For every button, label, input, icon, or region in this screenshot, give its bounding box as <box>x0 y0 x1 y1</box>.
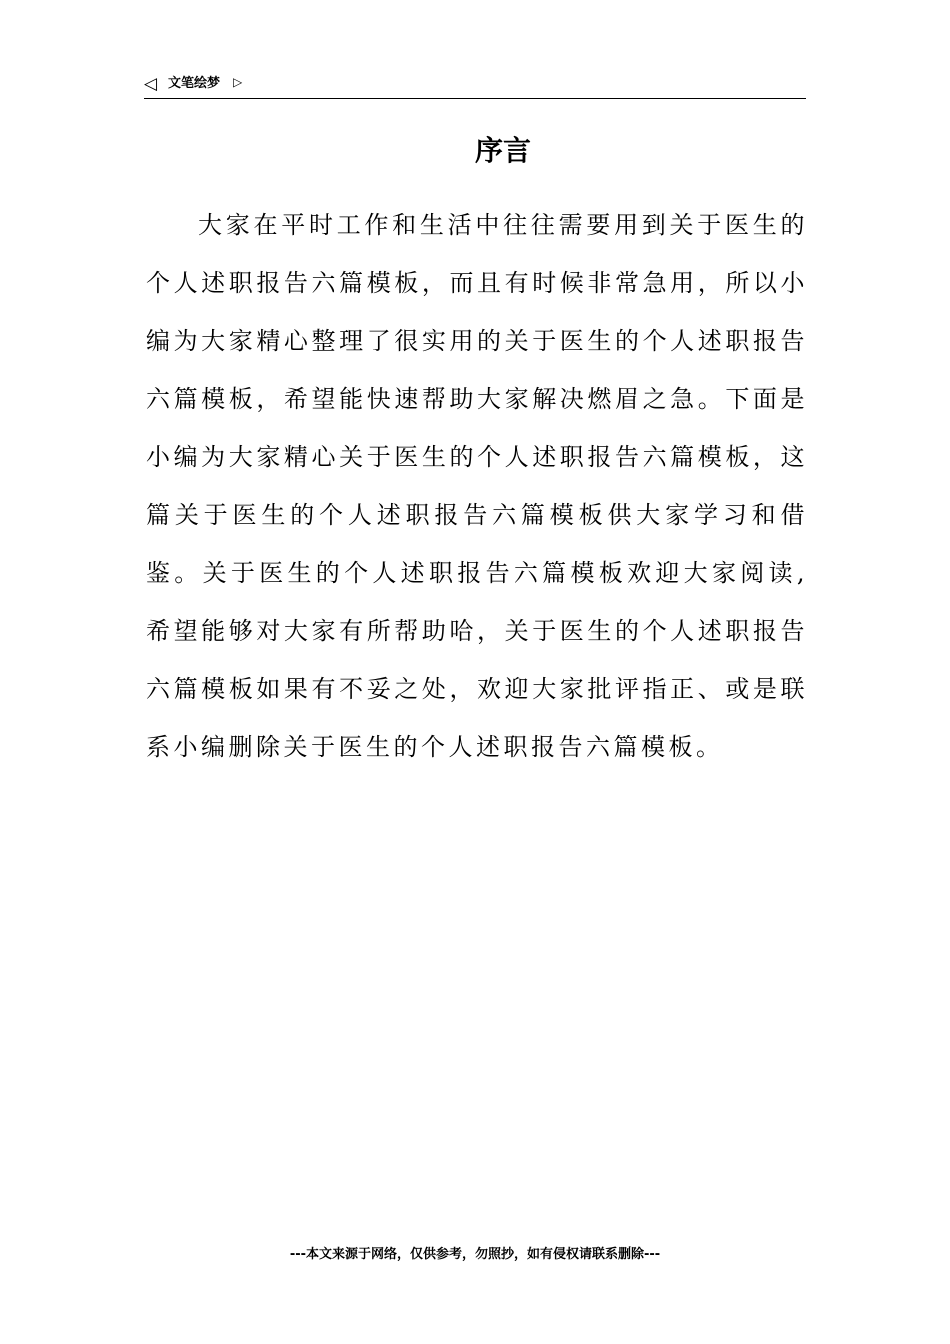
header-title: 文笔绘梦 <box>168 76 221 91</box>
page-title: 序言 <box>474 134 531 167</box>
page-header <box>144 72 806 99</box>
body-paragraph: 大家在平时工作和生活中往往需要用到关于医生的个人述职报告六篇模板，而且有时候非常急用，所以小编为大家精心整理了很实用的关于医生的个人述职报告六篇模板，希望能快速帮助大家解决燃眉之急。下面是小编为大家精心关于医生的个人述职报告六篇模板，这篇关于医生的个人述职报告六篇模板供大家学习和借鉴。关于医生的个人述职报告六篇模板欢迎大家阅读,希望能够对大家有所帮助哈，关于医生的个人述职报告六篇模板如果有不妥之处，欢迎大家批评指正、或是联系小编删除关于医生的个人述职报告六篇模板。 <box>146 211 808 761</box>
triangle-right-icon: ▷ <box>233 75 243 89</box>
footer-disclaimer: ---本文来源于网络，仅供参考，勿照抄，如有侵权请联系删除--- <box>289 1247 661 1262</box>
triangle-left-icon: ◁ <box>144 74 158 94</box>
